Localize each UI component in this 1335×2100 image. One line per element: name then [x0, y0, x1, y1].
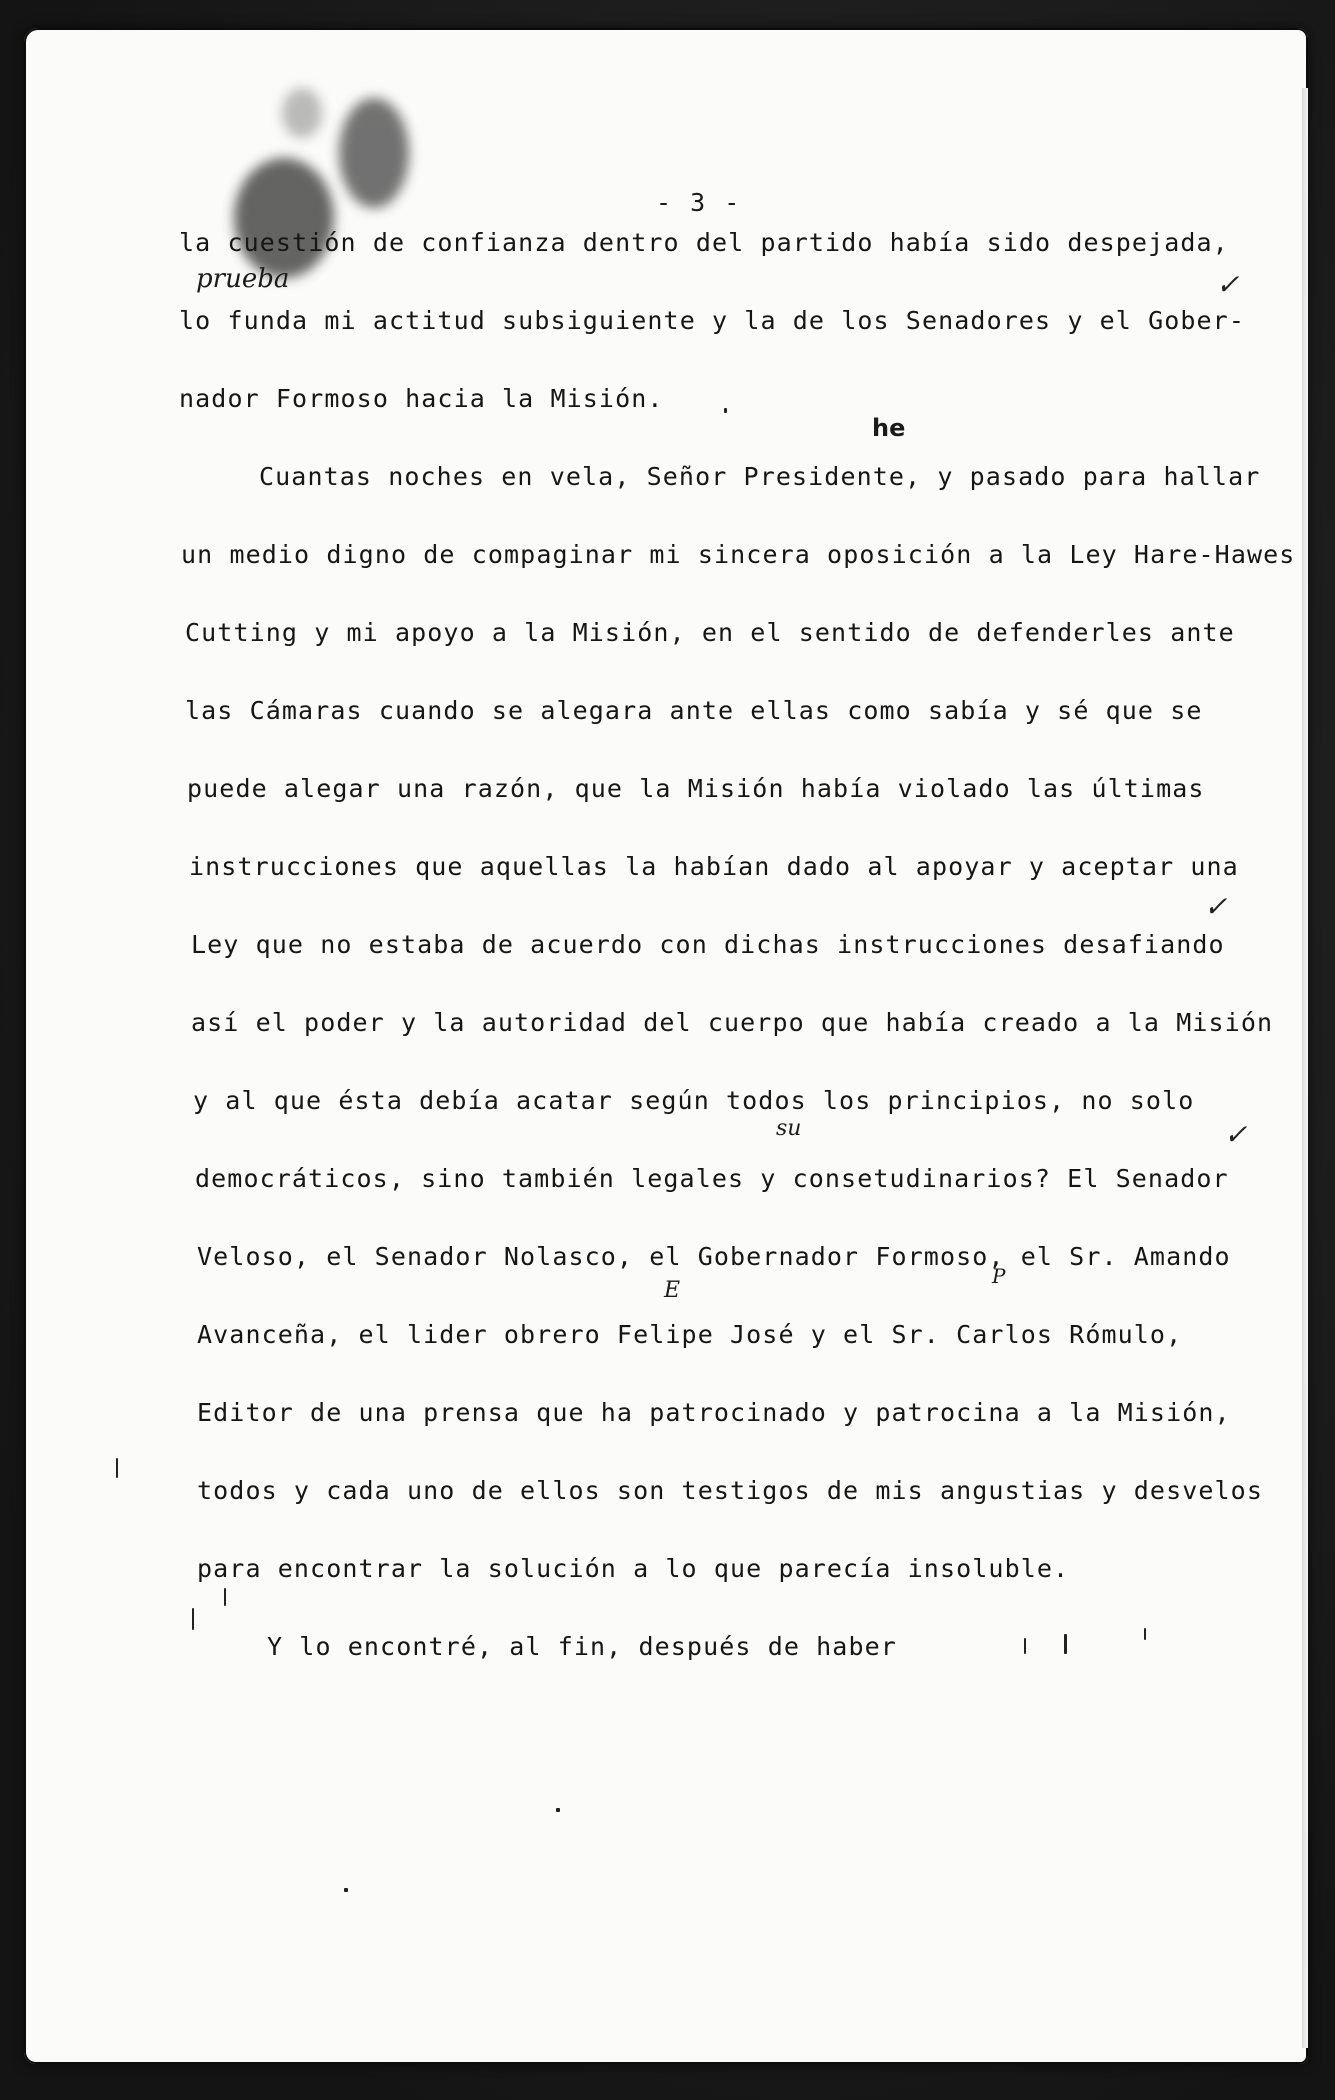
- body-line-16: Editor de una prensa que ha patrocinado y patrocina a la Misión,: [197, 1398, 1231, 1427]
- body-line-5: un medio digno de compaginar mi sincera oposición a la Ley Hare-Hawes: [181, 540, 1296, 569]
- margin-check-mark: ✓: [1204, 890, 1228, 923]
- body-line-8: puede alegar una razón, que la Misión había violado las últimas: [187, 774, 1205, 803]
- body-line-14: Veloso, el Senador Nolasco, el Gobernador Formoso, el Sr. Amando: [197, 1242, 1231, 1271]
- body-line-17: todos y cada uno de ellos son testigos de mis angustias y desvelos: [197, 1476, 1263, 1505]
- body-line-4: Cuantas noches en vela, Señor Presidente, y pasado para hallar: [259, 462, 1261, 491]
- body-line-18: para encontrar la solución a lo que parecía insoluble.: [197, 1554, 1070, 1583]
- scan-speck: [116, 1458, 118, 1478]
- ink-smudge: [282, 88, 322, 138]
- body-line-13: democráticos, sino también legales y consetudinarios? El Senador: [195, 1164, 1229, 1193]
- handwritten-insertion-prueba: prueba: [196, 264, 290, 294]
- scan-speck: [724, 408, 727, 413]
- document-page: [24, 28, 1308, 2064]
- scan-speck: [556, 1808, 560, 1812]
- body-line-2: lo funda mi actitud subsiguiente y la de los Senadores y el Gober-: [179, 306, 1245, 335]
- handwritten-insertion-su: su: [776, 1116, 802, 1141]
- body-line-9: instrucciones que aquellas la habían dado al apoyar y aceptar una: [189, 852, 1239, 881]
- body-line-7: las Cámaras cuando se alegara ante ellas como sabía y sé que se: [185, 696, 1203, 725]
- ink-smudge: [234, 158, 334, 278]
- scan-speck: [224, 1588, 226, 1606]
- scan-speck: [1064, 1634, 1067, 1654]
- body-line-3: nador Formoso hacia la Misión.: [179, 384, 664, 413]
- scan-speck: [1144, 1628, 1146, 1640]
- margin-check-mark: ✓: [1216, 268, 1240, 301]
- body-line-1: la cuestión de confianza dentro del partido había sido despejada,: [179, 228, 1229, 257]
- body-line-12: y al que ésta debía acatar según todos los principios, no solo: [193, 1086, 1195, 1115]
- scan-speck: [344, 1888, 348, 1892]
- handwritten-insertion-he: he: [872, 414, 906, 442]
- body-line-11: así el poder y la autoridad del cuerpo que había creado a la Misión: [191, 1008, 1274, 1037]
- body-line-15: Avanceña, el lider obrero Felipe José y el Sr. Carlos Rómulo,: [197, 1320, 1183, 1349]
- ink-smudge: [339, 98, 409, 208]
- scan-speck: [1024, 1638, 1026, 1654]
- handwritten-insertion-E: E: [664, 1278, 681, 1303]
- handwritten-insertion-P: P: [992, 1264, 1006, 1288]
- page-edge-shadow: [1302, 88, 1308, 2048]
- page-number: - 3 -: [656, 188, 742, 217]
- body-line-19: Y lo encontré, al fin, después de haber: [267, 1632, 897, 1661]
- scan-speck: [192, 1608, 194, 1630]
- margin-check-mark: ✓: [1224, 1118, 1248, 1151]
- body-line-10: Ley que no estaba de acuerdo con dichas instrucciones desafiando: [191, 930, 1225, 959]
- body-line-6: Cutting y mi apoyo a la Misión, en el sentido de defenderles ante: [185, 618, 1235, 647]
